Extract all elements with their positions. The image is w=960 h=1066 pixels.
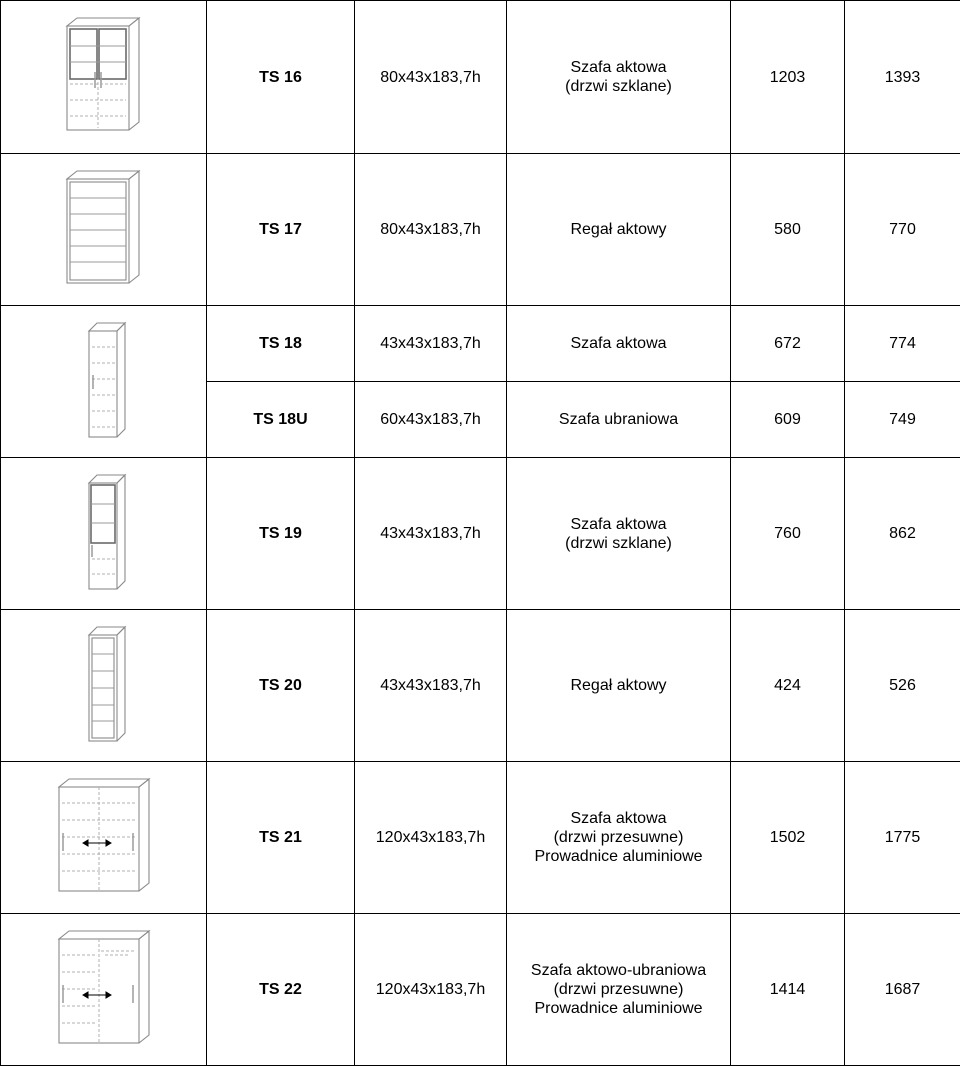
product-description bbox=[507, 382, 731, 458]
glass-door-cabinet-icon bbox=[59, 12, 149, 142]
description-line: Szafa aktowa bbox=[570, 515, 667, 533]
product-code: TS 18 bbox=[207, 306, 355, 382]
product-dimensions: 120x43x183,7h bbox=[355, 914, 507, 1066]
price-1: 1414 bbox=[731, 914, 845, 1066]
price-2: 770 bbox=[845, 154, 960, 306]
table-row bbox=[1, 1, 960, 154]
price-1: 424 bbox=[731, 610, 845, 762]
price-2: 1393 bbox=[845, 1, 960, 154]
description-line: Szafa aktowa bbox=[570, 335, 667, 352]
description-line: (drzwi przesuwne) bbox=[553, 829, 684, 846]
product-code: TS 16 bbox=[207, 1, 355, 154]
price-2: 526 bbox=[845, 610, 960, 762]
open-shelf-icon bbox=[59, 165, 149, 295]
price-2: 1687 bbox=[845, 914, 960, 1066]
product-code: TS 21 bbox=[207, 762, 355, 914]
product-description bbox=[507, 914, 731, 1066]
price-1: 580 bbox=[731, 154, 845, 306]
product-description bbox=[507, 610, 731, 762]
product-code: TS 17 bbox=[207, 154, 355, 306]
description-line: (drzwi szklane) bbox=[565, 78, 672, 95]
description-line: Szafa aktowo-ubraniowa bbox=[530, 962, 707, 979]
table-row bbox=[1, 762, 960, 914]
description-line: (drzwi przesuwne) bbox=[553, 981, 684, 998]
product-description bbox=[507, 154, 731, 306]
price-1: 760 bbox=[731, 458, 845, 610]
image-cell bbox=[1, 762, 207, 914]
price-1: 1203 bbox=[731, 1, 845, 154]
product-dimensions: 80x43x183,7h bbox=[355, 1, 507, 154]
image-cell bbox=[1, 154, 207, 306]
price-2: 862 bbox=[845, 458, 960, 610]
description-line: Prowadnice aluminiowe bbox=[534, 1000, 703, 1017]
product-code: TS 22 bbox=[207, 914, 355, 1066]
product-dimensions: 80x43x183,7h bbox=[355, 154, 507, 306]
image-cell bbox=[1, 458, 207, 610]
description-line: Szafa ubraniowa bbox=[558, 411, 679, 428]
product-dimensions: 43x43x183,7h bbox=[355, 458, 507, 610]
product-dimensions: 43x43x183,7h bbox=[355, 306, 507, 382]
price-1: 672 bbox=[731, 306, 845, 382]
description-line: Szafa aktowa bbox=[570, 59, 667, 76]
product-dimensions: 120x43x183,7h bbox=[355, 762, 507, 914]
table-row bbox=[1, 914, 960, 1066]
image-cell bbox=[1, 1, 207, 154]
product-description bbox=[507, 458, 731, 610]
price-2: 774 bbox=[845, 306, 960, 382]
description-line: (drzwi szklane) bbox=[565, 534, 672, 552]
product-description bbox=[507, 306, 731, 382]
price-2: 749 bbox=[845, 382, 960, 458]
price-2: 1775 bbox=[845, 762, 960, 914]
narrow-glass-cabinet-icon bbox=[69, 469, 139, 599]
product-description bbox=[507, 1, 731, 154]
image-cell bbox=[1, 306, 207, 458]
product-dimensions: 60x43x183,7h bbox=[355, 382, 507, 458]
product-code: TS 20 bbox=[207, 610, 355, 762]
product-description bbox=[507, 762, 731, 914]
table-row bbox=[1, 610, 960, 762]
sliding-door-wardrobe-icon bbox=[49, 925, 159, 1055]
table-row bbox=[1, 306, 960, 382]
table-row bbox=[1, 458, 960, 610]
price-1: 609 bbox=[731, 382, 845, 458]
description-line: Regał aktowy bbox=[570, 677, 667, 694]
sliding-door-cabinet-icon bbox=[49, 773, 159, 903]
description-line: Szafa aktowa bbox=[570, 810, 667, 827]
product-code: TS 19 bbox=[207, 458, 355, 610]
description-line: Regał aktowy bbox=[570, 221, 667, 238]
description-line: Prowadnice aluminiowe bbox=[534, 848, 703, 865]
image-cell bbox=[1, 914, 207, 1066]
narrow-cabinet-icon bbox=[69, 317, 139, 447]
product-dimensions: 43x43x183,7h bbox=[355, 610, 507, 762]
product-code: TS 18U bbox=[207, 382, 355, 458]
price-1: 1502 bbox=[731, 762, 845, 914]
table-row bbox=[1, 154, 960, 306]
image-cell bbox=[1, 610, 207, 762]
narrow-open-shelf-icon bbox=[69, 621, 139, 751]
